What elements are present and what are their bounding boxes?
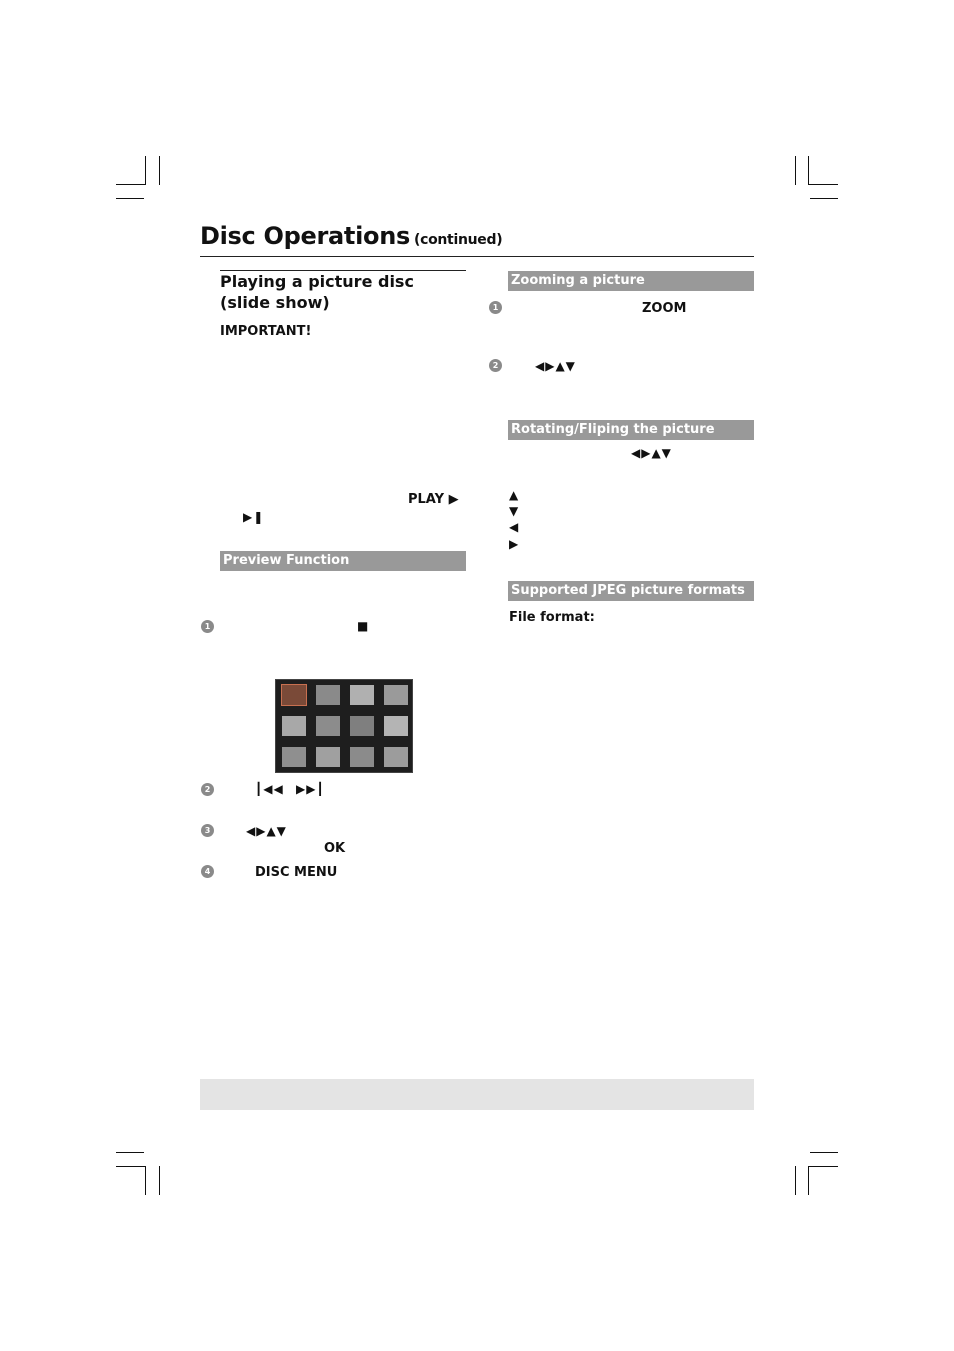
crop-mark	[795, 156, 796, 185]
step-number: 2	[201, 783, 214, 796]
preview-thumbnail	[350, 716, 374, 736]
crop-mark	[810, 198, 838, 199]
crop-mark	[145, 156, 146, 185]
crop-mark	[795, 1166, 796, 1195]
ok-label: OK	[324, 841, 346, 856]
crop-mark	[808, 184, 838, 185]
important-label: IMPORTANT!	[220, 324, 312, 339]
preview-thumbnail-grid	[275, 679, 413, 773]
supported-jpeg-bar: Supported JPEG picture formats	[508, 581, 754, 601]
crop-mark	[808, 1166, 809, 1195]
preview-thumbnail	[384, 716, 408, 736]
disc-menu-label: DISC MENU	[255, 865, 338, 880]
preview-thumbnail	[350, 685, 374, 705]
arrow-right-icon: ▶	[509, 537, 520, 551]
crop-mark	[145, 1166, 146, 1195]
preview-thumbnail	[384, 747, 408, 767]
preview-function-bar: Preview Function	[220, 551, 466, 571]
play-icon: ▶	[448, 492, 459, 507]
section-title: Playing a picture disc (slide show)	[220, 272, 414, 312]
preview-thumbnail	[282, 747, 306, 767]
next-icon: ▶▶┃	[296, 782, 325, 796]
crop-mark	[808, 156, 809, 185]
preview-thumbnail	[282, 685, 306, 705]
zoom-label: ZOOM	[642, 301, 687, 316]
footer-band	[200, 1079, 754, 1110]
step-number: 1	[201, 620, 214, 633]
step-number: 3	[201, 824, 214, 837]
crop-mark	[116, 198, 144, 199]
previous-icon: ┃◀◀	[255, 782, 284, 796]
rotating-picture-bar: Rotating/Fliping the picture	[508, 420, 754, 440]
preview-thumbnail	[384, 685, 408, 705]
step-number: 2	[489, 359, 502, 372]
page-title-continued: (continued)	[413, 232, 503, 248]
play-label-text: PLAY	[408, 492, 445, 507]
preview-thumbnail	[316, 685, 340, 705]
preview-thumbnail	[316, 747, 340, 767]
crop-mark	[116, 1166, 146, 1167]
zooming-picture-bar: Zooming a picture	[508, 271, 754, 291]
preview-thumbnail	[316, 716, 340, 736]
crop-mark	[159, 156, 160, 185]
arrow-up-icon: ▲	[509, 488, 520, 502]
crop-mark	[810, 1152, 838, 1153]
crop-mark	[116, 1152, 144, 1153]
arrow-left-icon: ◀	[509, 520, 520, 534]
step-number: 1	[489, 301, 502, 314]
arrow-keys-icon: ◀▶▲▼	[535, 359, 576, 373]
arrow-keys-icon: ◀▶▲▼	[631, 446, 672, 460]
crop-mark	[159, 1166, 160, 1195]
stop-icon: ■	[357, 619, 370, 633]
title-rule	[200, 256, 754, 257]
crop-mark	[808, 1166, 838, 1167]
preview-thumbnail	[350, 747, 374, 767]
play-label	[408, 492, 459, 507]
page-title-text: Disc Operations	[200, 222, 410, 250]
step-number: 4	[201, 865, 214, 878]
file-format-label: File format:	[509, 610, 595, 625]
page-title	[200, 222, 502, 250]
play-pause-icon: ▶❚	[243, 510, 265, 524]
arrow-down-icon: ▼	[509, 504, 520, 518]
preview-thumbnail	[282, 716, 306, 736]
arrow-keys-icon: ◀▶▲▼	[246, 824, 287, 838]
crop-mark	[116, 184, 146, 185]
